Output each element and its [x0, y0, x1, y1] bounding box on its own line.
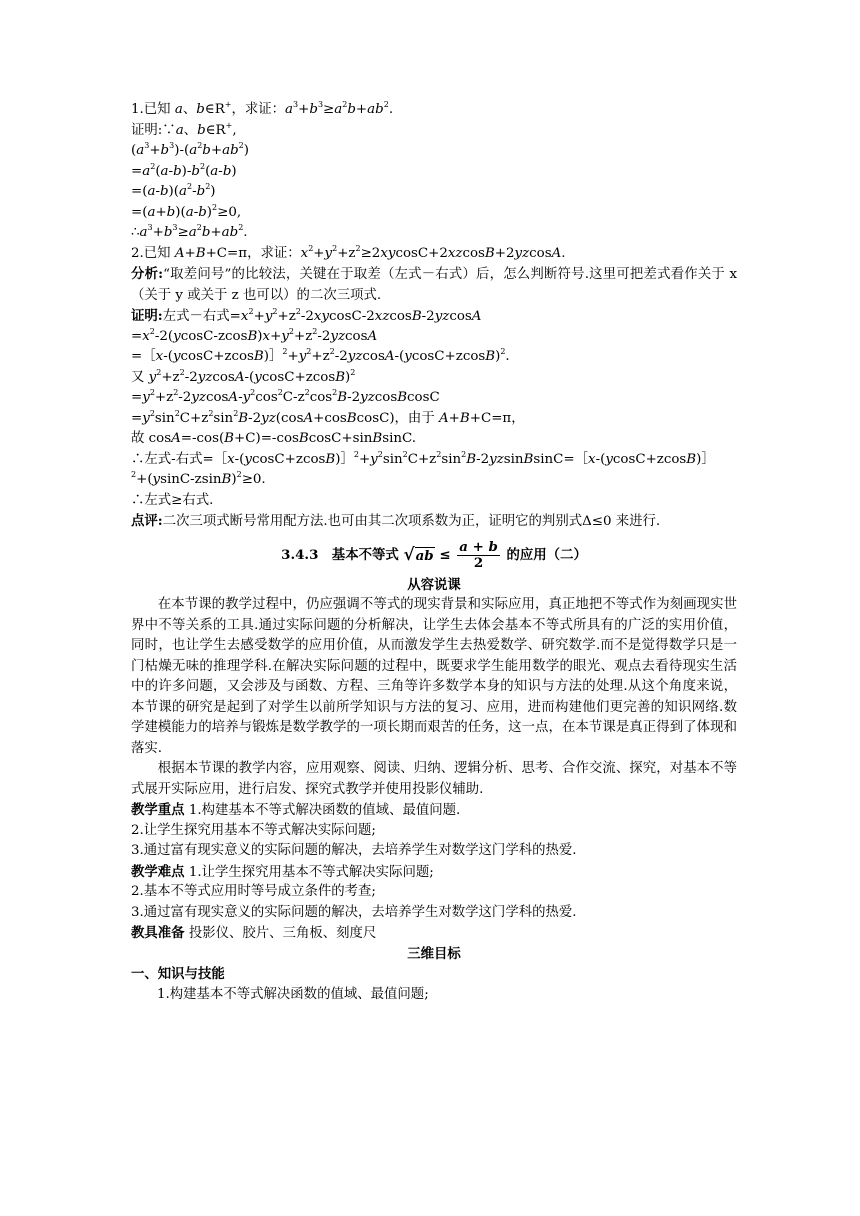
proof-line-8: ∴左式-右式$=[x-(ycosC+zcosB)]^2+y^2\sin^2C+z^2\sin^2B-2yzsinBsinC=[x-(ycosC+zcosB)]$ [131, 449, 715, 467]
tools-label: 教具准备 [131, 925, 185, 941]
focus-label: 教学重点 [131, 802, 185, 818]
proof-line-9: $^2+(ysinC-zsinB)^2\ge 0$. [131, 470, 266, 487]
difficulty-label: 教学难点 [131, 863, 185, 880]
proof-line-4: 又 $y^2+z^2-2yzcosA-(ycosC+zcosB)^2$ [131, 367, 356, 385]
analysis-paragraph [131, 264, 737, 306]
problem-line-6: $=(a+b)(a-b)^2\ge 0$, [131, 202, 242, 220]
section-title-suffix: 的应用（二） [506, 546, 587, 563]
proof-line-5: $=y^2+z^2-2yzcosA-y^2\cos^2C-z^2\cos^2B-2yzcosBcosC$ [131, 388, 440, 405]
tools-line [131, 923, 737, 944]
goals-item-1: 1.构建基本不等式解决函数的值域、最值问题; [157, 986, 429, 1002]
problem-line-7: $\therefore a^3+b^3\ge a^2b+ab^2$. [131, 223, 248, 240]
intro-paragraph-2: 根据本节课的教学内容，应用观察、阅读、归纳、逻辑分析、思考、合作交流、探究，对基本不等式展开实际应用，进行启发、探究式教学并使用投影仪辅助. [131, 761, 737, 797]
comment-paragraph [131, 511, 737, 533]
difficulty-item-3: 3.通过富有现实意义的实际问题的解决，去培养学生对数学这门学科的热爱. [131, 904, 577, 920]
difficulty-line-1 [131, 862, 737, 883]
problem-line-3: $(a^3+b^3)-(a^2b+ab^2)$ [131, 141, 249, 158]
goals-heading-knowledge: 一、知识与技能 [131, 966, 225, 982]
difficulty-item-2: 2.基本不等式应用时等号成立条件的考查; [131, 884, 376, 899]
sqrt-ab: √ab [403, 544, 434, 565]
comment-text: 二次三项式断号常用配方法.也可由其二次项系数为正，证明它的判别式Δ≤0 来进行. [162, 514, 661, 529]
problem-line-4: $=a^2(a-b)-b^2(a-b)$ [131, 161, 237, 179]
sqrt-body: ab [415, 547, 434, 564]
analysis-text: “取差问号”的比较法，关键在于取差（左式－右式）后，怎么判断符号.这里可把差式看作关于 x（关于 y 或关于 z 也可以）的二次三项式. [131, 267, 737, 303]
section-title [131, 535, 737, 575]
subtitle: 从容说课 [407, 576, 461, 593]
focus-item-3: 3.通过富有现实意义的实际问题的解决，去培养学生对数学这门学科的热爱. [131, 843, 577, 858]
focus-item-2: 2.让学生探究用基本不等式解决实际问题; [131, 822, 376, 838]
proof-line-1: 证明:左式－右式$=x^2+y^2+z^2-2xycosC-2xzcosB-2yzcosA$ [131, 307, 482, 324]
problem-line-2: 证明:∵a、b∈R+, [131, 120, 237, 138]
proof-line-2: $=x^2-2(ycosC-zcosB)x+y^2+z^2-2yzcosA$ [131, 326, 378, 344]
focus-line-1 [131, 800, 737, 821]
fraction-denominator: 2 [473, 554, 484, 571]
proof-line-10: ∴左式≥右式. [131, 492, 214, 508]
fraction-numerator: a + b [459, 538, 498, 555]
problem-line-5: $=(a-b)(a^2-b^2)$ [131, 182, 216, 199]
fraction-a-plus-b-over-2 [457, 540, 500, 571]
focus-item-1: 1.构建基本不等式解决函数的值域、最值问题. [188, 803, 461, 818]
tools-text: 投影仪、胶片、三角板、刻度尺 [188, 926, 377, 941]
difficulty-item-1: 1.让学生探究用基本不等式解决实际问题; [188, 864, 434, 880]
intro-paragraph-1: 在本节课的教学过程中，仍应强调不等式的现实背景和实际应用，真正地把不等式作为刻画现实世界中不等关系的工具.通过实际问题的分析解决，让学生去体会基本不等式所具有的广泛的实用价值，同时，也让学生去感受数学的应用价值，从而激发学生去热爱数学、研究数学.而不是觉得数学只是一门枯燥无味的推理学科.在解决实际问题的过程中，既要求学生能用数学的眼光、观点去看待现实生活中的许多问题，又会涉及与函数、方程、三角等许多数学本身的知识与方法的处理.从这个角度来说，本节课的研究是起到了对学生以前所学知识与方法的复习、应用，进而构建他们更完善的知识网络.数学建模能力的培养与锻炼是数学教学的一项长期而艰苦的任务，这一点，在本节课是真正得到了体现和落实. [131, 597, 737, 756]
proof-line-7: 故 cosA=-cos(B+C)=-cosBcosC+sinBsinC. [131, 431, 417, 446]
problem-line-8: 2.已知 A+B+C=π，求证：$x^2+y^2+z^2\ge 2xycosC+2xzcosB+2yzcosA$. [131, 243, 566, 261]
analysis-label: 分析: [131, 266, 164, 282]
lte-sign: ≤ [439, 546, 451, 563]
proof-line-3: $=[x-(ycosC+zcosB)]^2+y^2+z^2-2yzcosA-(ycosC+zcosB)^2$. [131, 347, 510, 364]
document-page [131, 100, 737, 1005]
problem-line-1: 1.已知 a、b∈R+，求证：$a^3+b^3\ge a^2b+ab^2$. [131, 100, 394, 117]
section-title-prefix: 3.4.3 基本不等式 [281, 546, 399, 563]
proof-line-6: $=y^2\sin^2C+z^2\sin^2B-2yz(\cos A+cosBcosC)$，由于 A+B+C=π， [131, 408, 525, 426]
comment-label: 点评: [131, 513, 163, 529]
goals-title: 三维目标 [407, 945, 461, 962]
